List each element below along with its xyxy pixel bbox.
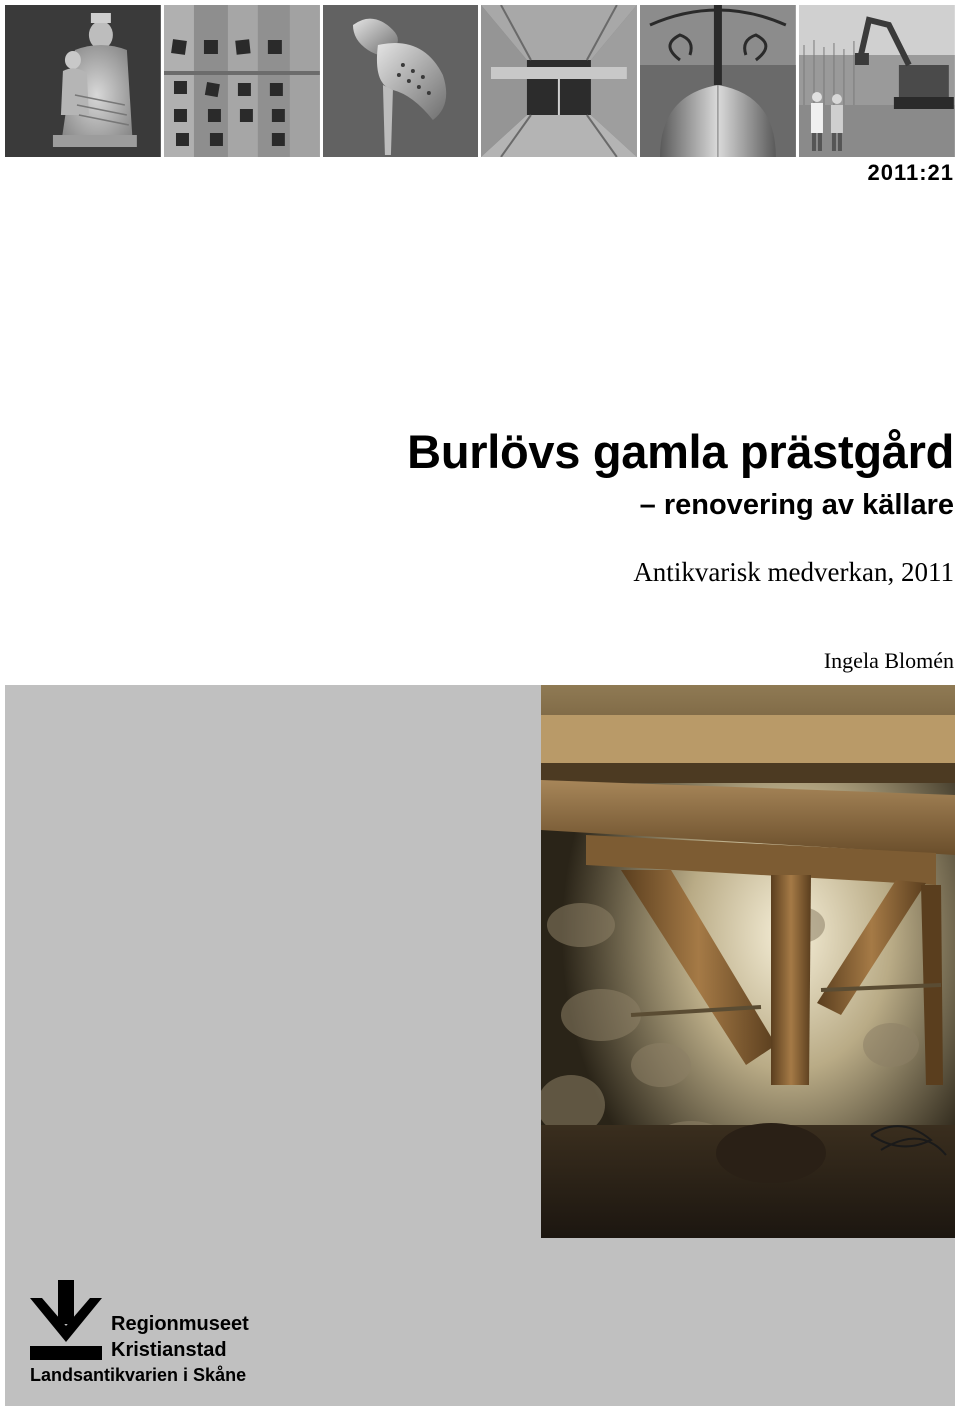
publisher-name-line2: Kristianstad (111, 1339, 227, 1361)
church-spire-photo (640, 5, 796, 157)
cellar-beam-photo (541, 685, 955, 1238)
photo-strip (5, 5, 955, 157)
silver-brooch-photo (323, 5, 479, 157)
excavation-site-photo (799, 5, 955, 157)
publisher-name-line3: Landsantikvarien i Skåne (30, 1365, 247, 1385)
report-tagline: Antikvarisk medverkan, 2011 (633, 557, 954, 587)
roof-timber-frame-photo (481, 5, 637, 157)
regionmuseet-logo-icon (30, 1280, 102, 1360)
studded-wooden-door-photo (164, 5, 320, 157)
publisher-name-line1: Regionmuseet (111, 1313, 249, 1335)
madonna-sculpture-photo (5, 5, 161, 157)
report-number: 2011:21 (867, 160, 954, 185)
page-title: Burlövs gamla prästgård (407, 425, 954, 478)
page-subtitle: – renovering av källare (639, 489, 954, 521)
author-name: Ingela Blomén (823, 648, 954, 673)
